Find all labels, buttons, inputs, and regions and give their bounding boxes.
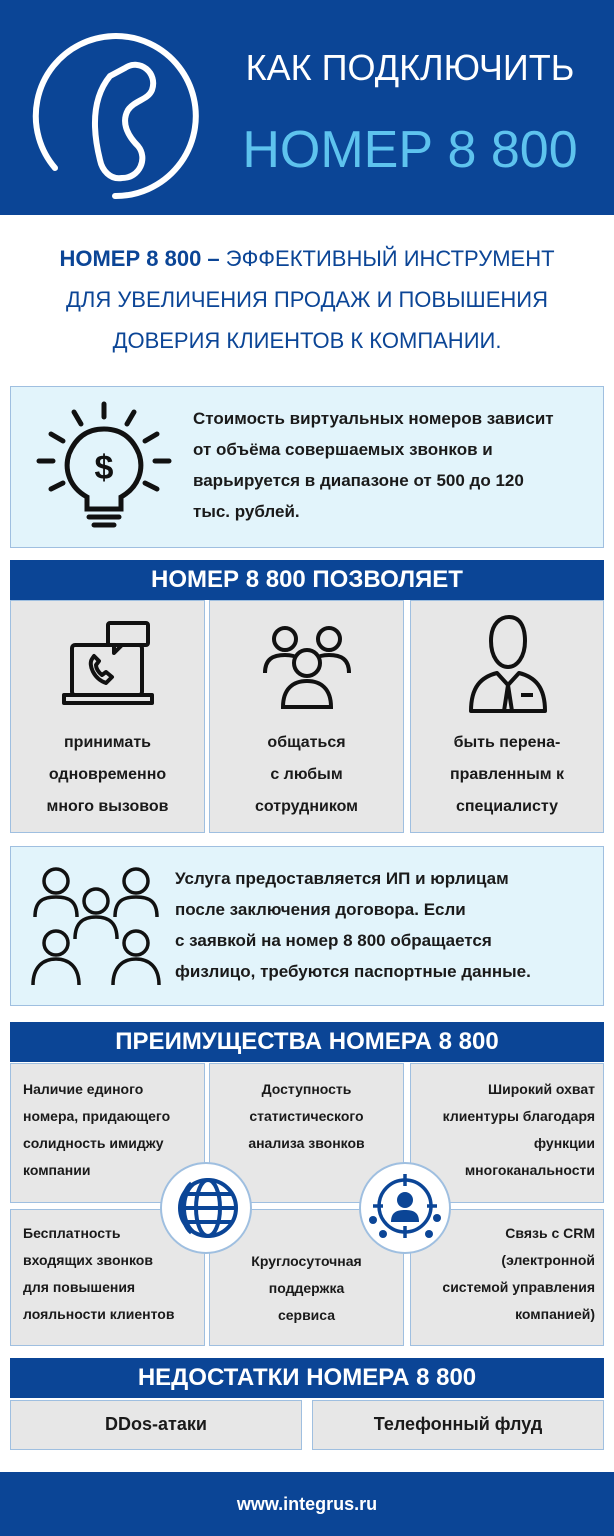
advantage-item: Связь с CRM (электронной системой управления компанией) — [410, 1209, 604, 1346]
advantage-item: Наличие единого номера, придающего солидность имиджу компании — [10, 1063, 205, 1203]
service-text-line: физлицо, требуются паспортные данные. — [175, 962, 531, 981]
allows-item: общаться с любым сотрудником — [209, 600, 404, 833]
footer-url-link[interactable]: www.integrus.ru — [236, 1494, 378, 1514]
intro-text: НОМЕР 8 800 – ЭФФЕКТИВНЫЙ ИНСТРУМЕНТ ДЛЯ УВЕЛИЧЕНИЯ ПРОДАЖ И ПОВЫШЕНИЯ ДОВЕРИЯ КЛИЕНТОВ К КОМПАНИИ. — [59, 246, 555, 353]
svg-text:$: $ — [94, 449, 114, 487]
advantage-item: Круглосуточная поддержка сервиса — [209, 1209, 404, 1346]
service-text-line: после заключения договора. Если — [175, 900, 466, 919]
cost-text-line: варьируется в диапазоне от 500 до 120 — [193, 471, 524, 490]
advantage-item: Бесплатность входящих звонков для повышения лояльности клиентов — [10, 1209, 205, 1346]
globe-icon — [160, 1162, 252, 1254]
cost-text-line: от объёма совершаемых звонков и — [193, 440, 493, 459]
advantage-item: Доступность статистического анализа звонков — [209, 1063, 404, 1203]
header-banner — [0, 0, 614, 215]
footer — [0, 1472, 614, 1536]
specialist-person-icon — [457, 611, 557, 715]
allows-section-header: НОМЕР 8 800 ПОЗВОЛЯЕТ — [10, 560, 604, 600]
group-people-icon — [257, 615, 357, 715]
cost-info-box — [10, 386, 604, 548]
disadvantage-item: DDos-атаки — [10, 1400, 302, 1450]
laptop-phone-icon — [58, 615, 158, 715]
title-line-2: НОМЕР 8 800 — [242, 121, 578, 179]
advantages-section-header: ПРЕИМУЩЕСТВА НОМЕРА 8 800 — [10, 1022, 604, 1062]
title-line-1: КАК ПОДКЛЮЧИТЬ — [245, 47, 575, 88]
phone-handset-in-circle-icon — [30, 28, 210, 208]
cost-text-line: тыс. рублей. — [193, 502, 300, 521]
cost-text-line: Стоимость виртуальных номеров зависит — [193, 409, 554, 428]
business-team-icon — [21, 859, 171, 994]
service-text-line: Услуга предоставляется ИП и юрлицам — [175, 869, 509, 888]
advantage-item: Широкий охват клиентуры благодаря функции многоканальности — [410, 1063, 604, 1203]
disadvantage-item: Телефонный флуд — [312, 1400, 604, 1450]
disadvantages-section-header: НЕДОСТАТКИ НОМЕРА 8 800 — [10, 1358, 604, 1398]
allows-item: принимать одновременно много вызовов — [10, 600, 205, 833]
service-info-box — [10, 846, 604, 1006]
allows-item: быть перена- правленным к специалисту — [410, 600, 604, 833]
target-audience-icon — [359, 1162, 451, 1254]
lightbulb-dollar-icon — [29, 399, 179, 539]
intro-bold: НОМЕР 8 800 – — [59, 246, 220, 271]
service-text-line: с заявкой на номер 8 800 обращается — [175, 931, 492, 950]
